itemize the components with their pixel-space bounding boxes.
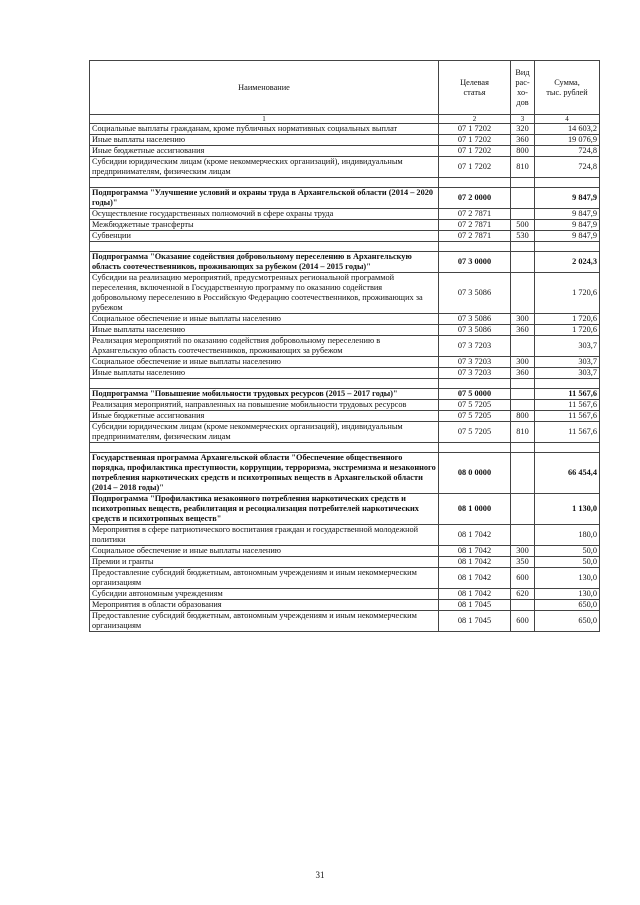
row-vid: 600 <box>511 568 535 589</box>
column-number: 1 <box>90 115 439 124</box>
spacer-row <box>90 178 600 188</box>
row-vid <box>511 453 535 494</box>
row-code: 07 5 7205 <box>439 400 511 411</box>
row-code: 08 1 7042 <box>439 557 511 568</box>
row-code: 07 3 5086 <box>439 273 511 314</box>
column-number-row <box>90 115 600 124</box>
spacer-row <box>90 379 600 389</box>
row-sum: 650,0 <box>535 611 600 632</box>
table-row <box>90 494 600 525</box>
row-sum: 11 567,6 <box>535 422 600 443</box>
header-sum-line1: Сумма, <box>554 77 580 87</box>
row-code: 08 1 7042 <box>439 589 511 600</box>
row-sum: 11 567,6 <box>535 400 600 411</box>
row-vid: 350 <box>511 557 535 568</box>
header-code-line1: Целевая <box>460 77 489 87</box>
row-sum: 130,0 <box>535 568 600 589</box>
table-row <box>90 368 600 379</box>
row-code: 08 1 7042 <box>439 568 511 589</box>
table-row <box>90 209 600 220</box>
row-vid <box>511 252 535 273</box>
row-vid: 810 <box>511 422 535 443</box>
row-code: 07 3 0000 <box>439 252 511 273</box>
row-vid: 300 <box>511 546 535 557</box>
row-code: 07 3 5086 <box>439 314 511 325</box>
row-sum: 66 454,4 <box>535 453 600 494</box>
row-sum: 303,7 <box>535 357 600 368</box>
row-sum: 650,0 <box>535 600 600 611</box>
row-code: 08 1 7045 <box>439 600 511 611</box>
row-sum: 9 847,9 <box>535 220 600 231</box>
row-code: 07 1 7202 <box>439 135 511 146</box>
row-vid: 800 <box>511 411 535 422</box>
header-sum <box>535 61 600 115</box>
table-row <box>90 400 600 411</box>
table-row <box>90 389 600 400</box>
column-number: 3 <box>511 115 535 124</box>
row-code: 08 1 7042 <box>439 525 511 546</box>
row-name: Иные бюджетные ассигнования <box>90 146 439 157</box>
column-number: 4 <box>535 115 600 124</box>
table-row <box>90 600 600 611</box>
row-vid: 300 <box>511 314 535 325</box>
row-vid: 600 <box>511 611 535 632</box>
row-sum: 724,8 <box>535 146 600 157</box>
table-row <box>90 357 600 368</box>
table-row <box>90 411 600 422</box>
row-code: 07 2 0000 <box>439 188 511 209</box>
row-code: 07 5 7205 <box>439 411 511 422</box>
row-sum: 2 024,3 <box>535 252 600 273</box>
table-row <box>90 336 600 357</box>
row-name: Подпрограмма "Улучшение условий и охраны труда в Архангельской области (2014 – 2020 годы)" <box>90 188 439 209</box>
row-code: 08 1 0000 <box>439 494 511 525</box>
header-vid <box>511 61 535 115</box>
row-name: Субсидии юридическим лицам (кроме некоммерческих организаций), индивидуальным предпринимателям, физическим лицам <box>90 157 439 178</box>
table-row <box>90 589 600 600</box>
table-row <box>90 124 600 135</box>
row-sum: 1 720,6 <box>535 273 600 314</box>
row-code: 07 3 7203 <box>439 368 511 379</box>
table-row <box>90 453 600 494</box>
table-row <box>90 557 600 568</box>
column-number: 2 <box>439 115 511 124</box>
row-vid: 300 <box>511 357 535 368</box>
row-name: Иные бюджетные ассигнования <box>90 411 439 422</box>
header-code-line2: статья <box>463 87 486 97</box>
row-vid <box>511 494 535 525</box>
row-vid <box>511 188 535 209</box>
row-name: Иные выплаты населению <box>90 325 439 336</box>
table-row <box>90 231 600 242</box>
row-code: 08 1 7042 <box>439 546 511 557</box>
row-sum: 50,0 <box>535 557 600 568</box>
row-code: 07 5 0000 <box>439 389 511 400</box>
row-name: Подпрограмма "Профилактика незаконного потребления наркотических средств и психотропных веществ, реабилитация и ресоциализация потребителей наркотических средств и психотропных веществ" <box>90 494 439 525</box>
header-code <box>439 61 511 115</box>
row-sum: 50,0 <box>535 546 600 557</box>
row-code: 07 1 7202 <box>439 146 511 157</box>
table-row <box>90 525 600 546</box>
header-vid-line2: рас- <box>515 77 530 87</box>
row-sum: 303,7 <box>535 368 600 379</box>
row-name: Иные выплаты населению <box>90 135 439 146</box>
row-name: Субсидии юридическим лицам (кроме некоммерческих организаций), индивидуальным предпринимателям, физическим лицам <box>90 422 439 443</box>
row-sum: 11 567,6 <box>535 411 600 422</box>
table-header-row <box>90 61 600 115</box>
row-vid <box>511 209 535 220</box>
row-sum: 1 720,6 <box>535 314 600 325</box>
row-name: Предоставление субсидий бюджетным, автономным учреждениям и иным некоммерческим организациям <box>90 568 439 589</box>
page-number: 31 <box>315 870 325 880</box>
header-name: Наименование <box>90 61 439 115</box>
row-name: Мероприятия в сфере патриотического воспитания граждан и государственной молодежной политики <box>90 525 439 546</box>
row-name: Предоставление субсидий бюджетным, автономным учреждениям и иным некоммерческим организациям <box>90 611 439 632</box>
row-name: Премии и гранты <box>90 557 439 568</box>
table-row <box>90 314 600 325</box>
row-code: 07 2 7871 <box>439 231 511 242</box>
row-sum: 180,0 <box>535 525 600 546</box>
table-row <box>90 568 600 589</box>
row-code: 07 1 7202 <box>439 124 511 135</box>
table-row <box>90 273 600 314</box>
row-code: 07 5 7205 <box>439 422 511 443</box>
row-name: Подпрограмма "Повышение мобильности трудовых ресурсов (2015 – 2017 годы)" <box>90 389 439 400</box>
table-row <box>90 188 600 209</box>
row-vid: 320 <box>511 124 535 135</box>
row-code: 07 2 7871 <box>439 209 511 220</box>
row-vid <box>511 525 535 546</box>
row-sum: 14 603,2 <box>535 124 600 135</box>
table-row <box>90 220 600 231</box>
row-name: Социальное обеспечение и иные выплаты населению <box>90 314 439 325</box>
row-vid: 360 <box>511 325 535 336</box>
row-vid <box>511 389 535 400</box>
row-name: Субсидии на реализацию мероприятий, предусмотренных региональной программой переселения, включенной в Государственную программу по оказанию содействия добровольному переселению в Российскую Федерацию соотечественников, проживающих за рубежом <box>90 273 439 314</box>
row-sum: 9 847,9 <box>535 231 600 242</box>
row-sum: 724,8 <box>535 157 600 178</box>
row-name: Реализация мероприятий, направленных на повышение мобильности трудовых ресурсов <box>90 400 439 411</box>
row-sum: 11 567,6 <box>535 389 600 400</box>
row-sum: 9 847,9 <box>535 209 600 220</box>
row-vid <box>511 273 535 314</box>
table-row <box>90 611 600 632</box>
row-code: 08 1 7045 <box>439 611 511 632</box>
row-sum: 303,7 <box>535 336 600 357</box>
row-code: 07 3 5086 <box>439 325 511 336</box>
row-vid <box>511 400 535 411</box>
header-sum-line2: тыс. рублей <box>546 87 588 97</box>
row-vid <box>511 336 535 357</box>
table-row <box>90 146 600 157</box>
row-code: 08 0 0000 <box>439 453 511 494</box>
header-vid-line1: Вид <box>515 67 530 77</box>
row-name: Осуществление государственных полномочий в сфере охраны труда <box>90 209 439 220</box>
row-vid: 800 <box>511 146 535 157</box>
row-code: 07 2 7871 <box>439 220 511 231</box>
row-name: Подпрограмма "Оказание содействия добровольному переселению в Архангельскую область соотечественников, проживающих за рубежом (2014 – 2015 годы)" <box>90 252 439 273</box>
header-vid-line3: хо- <box>517 87 528 97</box>
table-row <box>90 135 600 146</box>
table-row <box>90 252 600 273</box>
row-name: Иные выплаты населению <box>90 368 439 379</box>
row-name: Субвенции <box>90 231 439 242</box>
row-sum: 19 076,9 <box>535 135 600 146</box>
row-code: 07 1 7202 <box>439 157 511 178</box>
row-name: Социальное обеспечение и иные выплаты населению <box>90 357 439 368</box>
row-sum: 1 130,0 <box>535 494 600 525</box>
row-sum: 130,0 <box>535 589 600 600</box>
row-name: Социальные выплаты гражданам, кроме публичных нормативных социальных выплат <box>90 124 439 135</box>
row-vid: 360 <box>511 135 535 146</box>
table-row <box>90 157 600 178</box>
row-vid: 810 <box>511 157 535 178</box>
row-vid: 360 <box>511 368 535 379</box>
row-vid <box>511 600 535 611</box>
row-code: 07 3 7203 <box>439 357 511 368</box>
row-name: Субсидии автономным учреждениям <box>90 589 439 600</box>
row-name: Социальное обеспечение и иные выплаты населению <box>90 546 439 557</box>
table-row <box>90 546 600 557</box>
row-sum: 9 847,9 <box>535 188 600 209</box>
row-vid: 530 <box>511 231 535 242</box>
row-name: Государственная программа Архангельской области "Обеспечение общественного порядка, профилактика преступности, коррупции, терроризма, экстремизма и незаконного потребления наркотических средств и психотропных веществ в Архангельской области (2014 – 2018 годы)" <box>90 453 439 494</box>
row-vid: 620 <box>511 589 535 600</box>
table-row <box>90 325 600 336</box>
row-sum: 1 720,6 <box>535 325 600 336</box>
row-name: Мероприятия в области образования <box>90 600 439 611</box>
spacer-row <box>90 443 600 453</box>
row-code: 07 3 7203 <box>439 336 511 357</box>
row-name: Реализация мероприятий по оказанию содействия добровольному переселению в Архангельскую область соотечественников, проживающих за рубежом <box>90 336 439 357</box>
spacer-row <box>90 242 600 252</box>
row-name: Межбюджетные трансферты <box>90 220 439 231</box>
row-vid: 500 <box>511 220 535 231</box>
table-row <box>90 422 600 443</box>
header-vid-line4: дов <box>516 97 529 107</box>
budget-table <box>89 60 600 632</box>
